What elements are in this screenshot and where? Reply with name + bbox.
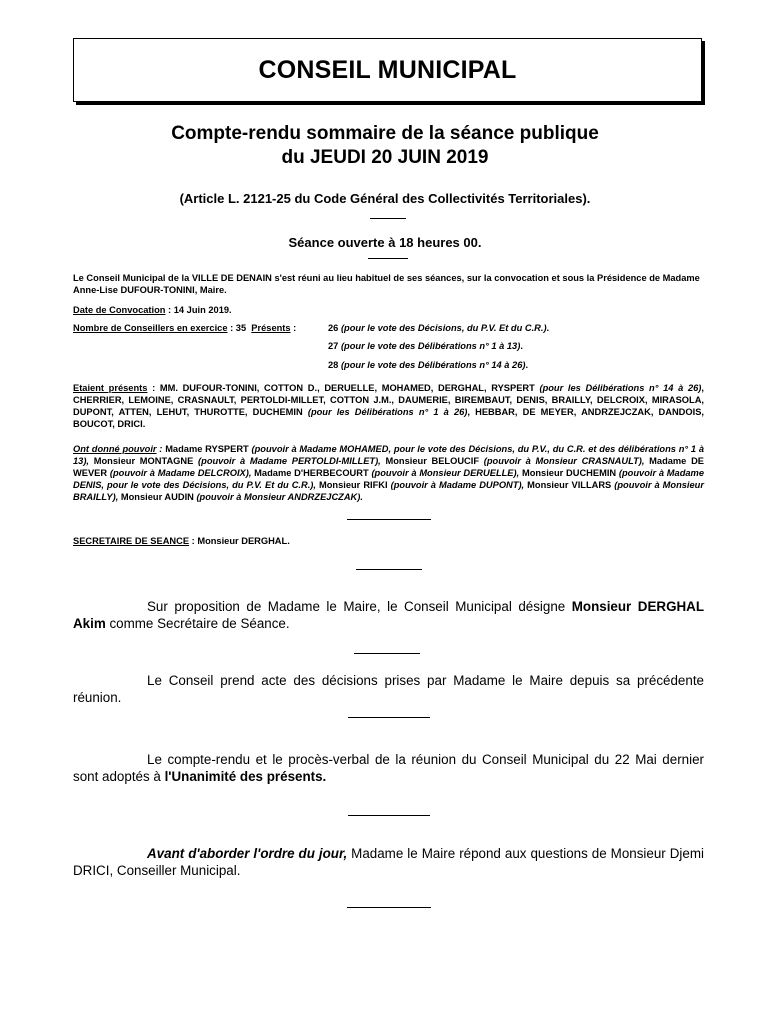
attendees-label: Etaient présents <box>73 383 148 393</box>
proxy-note: (pouvoir à Monsieur CRASNAULT), <box>483 456 645 466</box>
separator <box>348 815 430 816</box>
proxy-label: Ont donné pouvoir <box>73 444 157 454</box>
presents-label: Présents <box>251 323 291 333</box>
presents-count-2 <box>328 340 708 352</box>
separator <box>347 907 431 908</box>
paragraph-bold: l'Unanimité des présents. <box>164 769 327 784</box>
article-reference: (Article L. 2121-25 du Code Général des Collectivités Territoriales). <box>179 191 591 206</box>
separator <box>370 218 406 219</box>
convocation-label: Date de Convocation <box>73 305 166 315</box>
separator <box>354 653 420 654</box>
proxy-name: Madame D'HERBECOURT <box>251 468 372 478</box>
secretary-label: SECRETAIRE DE SEANCE <box>73 536 190 546</box>
paragraph-bold-italic: Avant d'aborder l'ordre du jour, <box>147 846 348 861</box>
paragraph-decisions <box>73 672 704 706</box>
proxy-note: (pouvoir à Madame MOHAMED, pour le vote des Décisions, du P.V., du C.R. et des délibérations n° 1 à 13), <box>73 444 704 466</box>
presents-colon: : <box>290 323 297 333</box>
proxy-name: Monsieur MONTAGNE <box>89 456 199 466</box>
presents-note: (pour le vote des Décisions, du P.V. Et du C.R.) <box>340 323 547 333</box>
proxy-name: Monsieur VILLARS <box>524 480 615 490</box>
session-opening: Séance ouverte à 18 heures 00. <box>288 235 482 250</box>
proxy-segments <box>73 444 704 502</box>
presents-num: 27 <box>328 341 339 351</box>
secretary-value: : Monsieur DERGHAL. <box>189 536 290 546</box>
attendees-note: (pour les Délibérations n° 14 à 26) <box>539 383 702 393</box>
paragraph-minutes <box>73 751 704 785</box>
conseillers-value: : 35 <box>227 323 247 333</box>
secretary-line <box>73 535 704 547</box>
proxy-name: Monsieur DUCHEMIN <box>519 468 619 478</box>
proxy-note: (pouvoir à Monsieur ANDRZEJCZAK). <box>196 492 363 502</box>
document-title: CONSEIL MUNICIPAL <box>258 55 517 84</box>
proxy-name: Monsieur AUDIN <box>118 492 197 502</box>
intro-paragraph: Le Conseil Municipal de la VILLE DE DENAIN s'est réuni au lieu habituel de ses séances, sur la convocation et sous la Présidence de Madame Anne-Lise DUFOUR-TONINI, Maire. <box>73 273 700 295</box>
presents-end: . <box>525 360 529 370</box>
attendees-text: : MM. DUFOUR-TONINI, COTTON D., DERUELLE, MOHAMED, DERGHAL, RYSPERT <box>147 383 540 393</box>
presents-count-1 <box>328 322 708 334</box>
proxy-note: (pouvoir à Monsieur BRAILLY), <box>73 480 704 502</box>
proxy-note: (pouvoir à Monsieur DERUELLE), <box>371 468 520 478</box>
subtitle-line-1: Compte-rendu sommaire de la séance publique <box>171 123 599 144</box>
proxy-name: Madame DE WEVER <box>73 456 704 478</box>
separator <box>368 258 408 259</box>
separator <box>348 717 430 718</box>
conseillers-line <box>73 322 333 334</box>
presents-note: (pour le vote des Délibérations n° 1 à 13) <box>340 341 521 351</box>
attendees-paragraph <box>73 382 704 430</box>
proxy-colon: : <box>156 444 166 454</box>
proxy-name: Madame RYSPERT <box>165 444 252 454</box>
presents-end: . <box>546 323 550 333</box>
separator <box>347 519 431 520</box>
paragraph-text: comme Secrétaire de Séance. <box>105 616 290 631</box>
paragraph-text: Le compte-rendu et le procès-verbal de la réunion du Conseil Municipal du 22 Mai dernier sont adoptés à <box>73 752 704 784</box>
proxy-note: (pouvoir à Madame DUPONT), <box>390 480 525 490</box>
presents-num: 26 <box>328 323 339 333</box>
presents-note: (pour le vote des Délibérations n° 14 à 26) <box>340 360 526 370</box>
proxy-paragraph <box>73 443 704 503</box>
title-box <box>73 38 702 102</box>
proxy-note: (pouvoir à Madame PERTOLDI-MILLET), <box>198 456 381 466</box>
proxy-name: Monsieur BELOUCIF <box>380 456 484 466</box>
attendees-text: , CHERRIER, LEMOINE, CRASNAULT, PERTOLDI-MILLET, COTTON J.M., DAUMERIE, BIREMBAUT, DENIS, BRAILLY, DELCROIX, MIRASOLA, DUPONT, ATTEN, LEHUT, THUROTTE, DUCHEMIN <box>73 383 704 417</box>
attendees-text: , HEBBAR, DE MEYER, ANDRZEJCZAK, DANDOIS, BOUCOT, DRICI. <box>73 407 704 429</box>
proxy-note: (pouvoir à Madame DENIS, pour le vote des Décisions, du P.V. Et du C.R.), <box>73 468 704 490</box>
conseillers-label: Nombre de Conseillers en exercice <box>73 323 228 333</box>
paragraph-text: Le Conseil prend acte des décisions prises par Madame le Maire depuis sa précédente réunion. <box>73 673 704 705</box>
presents-num: 28 <box>328 360 339 370</box>
presents-end: . <box>520 341 523 351</box>
convocation-line <box>73 304 704 316</box>
presents-count-3 <box>328 359 708 371</box>
paragraph-questions <box>73 845 704 879</box>
paragraph-text: Madame le Maire répond aux questions de Monsieur Djemi DRICI, Conseiller Municipal. <box>73 846 704 878</box>
convocation-value: : 14 Juin 2019. <box>165 305 232 315</box>
paragraph-bold: Monsieur DERGHAL Akim <box>73 599 704 631</box>
proxy-note: (pouvoir à Madame DELCROIX), <box>109 468 252 478</box>
paragraph-secretary <box>73 598 704 632</box>
paragraph-text: Sur proposition de Madame le Maire, le Conseil Municipal désigne <box>147 599 572 614</box>
subtitle-line-2: du JEUDI 20 JUIN 2019 <box>281 147 489 168</box>
proxy-name: Monsieur RIFKI <box>315 480 391 490</box>
attendees-note: (pour les Délibérations n° 1 à 26) <box>307 407 468 417</box>
separator <box>356 569 422 570</box>
